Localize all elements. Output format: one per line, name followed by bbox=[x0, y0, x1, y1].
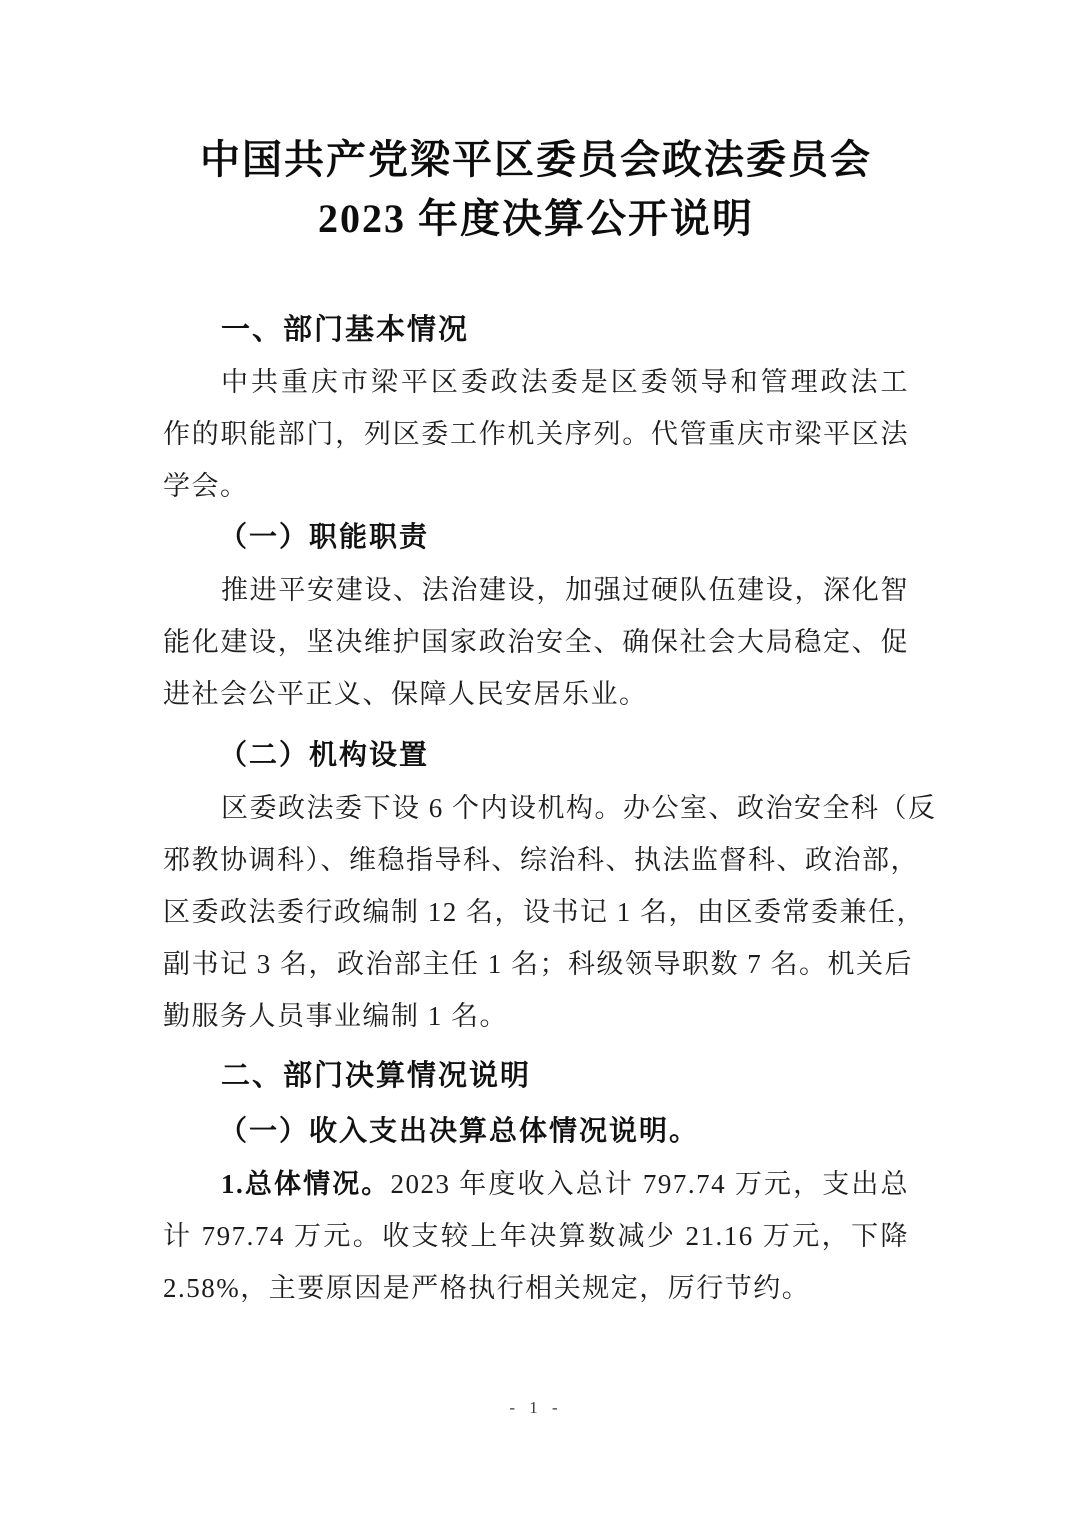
text-line: 2.58%，主要原因是严格执行相关规定，厉行节约。 bbox=[163, 1273, 811, 1303]
heading-duties: （一）职能职责 bbox=[219, 522, 430, 553]
page-number: - 1 - bbox=[509, 1398, 563, 1417]
overview-lead-bold: 1.总体情况。 bbox=[221, 1169, 391, 1199]
text-line: 勤服务人员事业编制 1 名。 bbox=[163, 1001, 508, 1031]
text-line: 推进平安建设、法治建设，加强过硬队伍建设，深化智 bbox=[221, 575, 909, 605]
heading-overview: （一）收入支出决算总体情况说明。 bbox=[219, 1116, 700, 1147]
paragraph-duties bbox=[163, 564, 909, 720]
text-line: 作的职能部门，列区委工作机关序列。代管重庆市梁平区法 bbox=[163, 419, 909, 449]
paragraph-overview bbox=[163, 1158, 909, 1314]
text-line: 进社会公平正义、保障人民安居乐业。 bbox=[163, 679, 648, 709]
overview-line1-rest: 2023 年度收入总计 797.74 万元，支出总 bbox=[390, 1169, 910, 1199]
text-line: 能化建设，坚决维护国家政治安全、确保社会大局稳定、促 bbox=[163, 627, 909, 657]
text-line: 学会。 bbox=[163, 471, 249, 501]
title-line-1: 中国共产党梁平区委员会政法委员会 bbox=[200, 137, 872, 182]
text-line: 计 797.74 万元。收支较上年决算数减少 21.16 万元，下降 bbox=[163, 1221, 909, 1251]
text-line: 中共重庆市梁平区委政法委是区委领导和管理政法工 bbox=[221, 367, 909, 397]
title-line-2: 2023 年度决算公开说明 bbox=[318, 196, 754, 241]
text-line: 副书记 3 名，政治部主任 1 名；科级领导职数 7 名。机关后 bbox=[163, 949, 913, 979]
paragraph-dept-intro bbox=[163, 356, 909, 512]
text-line: 区委政法委下设 6 个内设机构。办公室、政治安全科（反 bbox=[221, 793, 937, 823]
document-content bbox=[163, 0, 937, 1314]
heading-final-accounts: 二、部门决算情况说明 bbox=[221, 1060, 532, 1092]
text-line: 区委政法委行政编制 12 名，设书记 1 名，由区委常委兼任， bbox=[163, 897, 925, 927]
text-line: 邪教协调科）、维稳指导科、综治科、执法监督科、政治部， bbox=[163, 845, 919, 875]
heading-dept-basic-info: 一、部门基本情况 bbox=[221, 314, 470, 346]
document-title bbox=[163, 0, 909, 248]
heading-org-setup: （二）机构设置 bbox=[219, 740, 430, 771]
text-line bbox=[163, 1158, 909, 1210]
paragraph-org-setup bbox=[163, 782, 937, 1042]
